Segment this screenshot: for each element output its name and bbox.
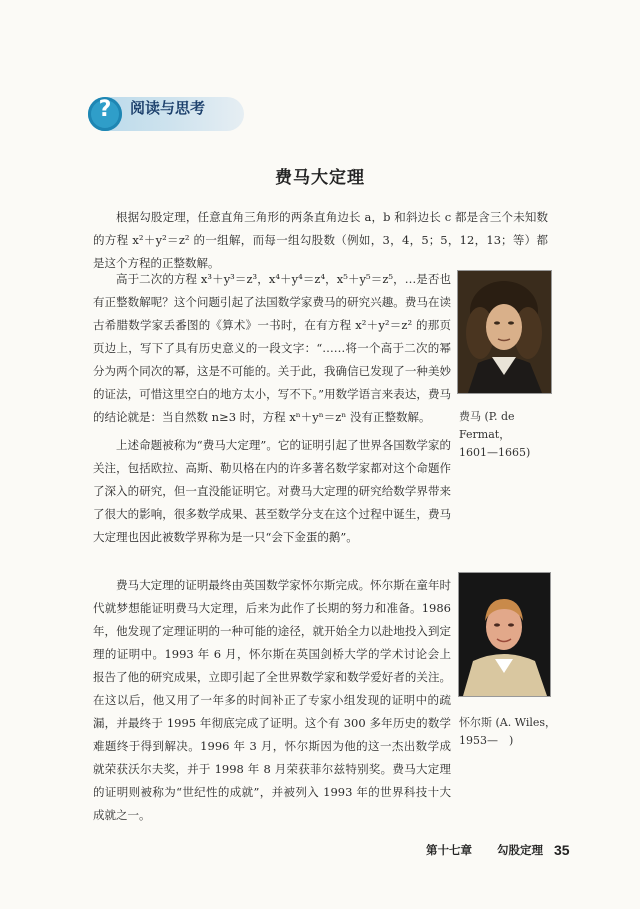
paragraph-2: 高于二次的方程 x³＋y³＝z³，x⁴＋y⁴＝z⁴，x⁵＋y⁵＝z⁵，…是否也有正整数解呢？这个问题引起了法国数学家费马的研究兴趣。费马在读古希腊数学家丢番图的《算术》一书时，在有方程 x²＋y²＝z² 的那页页边上，写下了具有历史意义的一段文字：“……将一个高于二次的幂分为两个同次的幂，这是不可能的。关于此，我确信已发现了一种美妙的证法，可惜这里空白的地方太小，写不下。”用数学语言来表达，费马的结论就是：当自然数 n≥3 时，方程 xⁿ＋yⁿ＝zⁿ 没有正整数解。 — [93, 272, 451, 424]
fermat-caption — [459, 408, 569, 462]
question-book-icon: ? — [88, 97, 122, 131]
page-title: 费马大定理 — [275, 168, 365, 188]
paragraph-3: 上述命题被称为“费马大定理”。它的证明引起了世界各国数学家的关注，包括欧拉、高斯、勒贝格在内的许多著名数学家都对这个命题作了深入的研究，但一直没能证明它。对费马大定理的研究给数学界带来了很大的影响，很多数学成果、甚至数学分支在这个过程中诞生，费马大定理也因此被数学界称为是一只“会下金蛋的鹅”。 — [93, 438, 451, 544]
fermat-portrait — [457, 270, 552, 394]
fermat-caption-name: 费马 (P. de Fermat， — [459, 410, 515, 441]
paragraph-1: 根据勾股定理，任意直角三角形的两条直角边长 a，b 和斜边长 c 都是含三个未知数的方程 x²＋y²＝z² 的一组解，而每一组勾股数（例如，3，4，5；5，12，13；等）都是这个方程的正整数解。 — [93, 210, 548, 270]
wiles-caption — [459, 714, 569, 750]
wiles-caption-name: 怀尔斯 (A. Wiles， — [459, 716, 557, 729]
page-number: 35 — [554, 842, 570, 858]
banner-label: 阅读与思考 — [130, 99, 206, 117]
footer-chapter: 第十七章 — [426, 843, 472, 857]
section-banner — [88, 97, 244, 131]
footer-chapter-title: 勾股定理 — [497, 843, 543, 857]
paragraph-4: 费马大定理的证明最终由英国数学家怀尔斯完成。怀尔斯在童年时代就梦想能证明费马大定理，后来为此作了长期的努力和准备。1986 年，他发现了定理证明的一种可能的途径，就开始全力以赴地投入到定理的证明中。1993 年 6 月，怀尔斯在英国剑桥大学的学术讨论会上报告了他的研究成果，立即引起了全世界数学家和数学爱好者的关注。在这以后，他又用了一年多的时间补正了专家小组发现的证明中的疏漏，并最终于 1995 年彻底完成了证明。这个有 300 多年历史的数学难题终于得到解决。1996 年 3 月，怀尔斯因为他的这一杰出数学成就荣获沃尔夫奖，并于 1998 年 8 月荣获菲尔兹特别奖。费马大定理的证明则被称为“世纪性的成就”，并被列入 1993 年的世界科技十大成就之一。 — [93, 578, 451, 822]
fermat-caption-years: 1601—1665) — [459, 446, 531, 459]
wiles-portrait-art — [459, 573, 550, 696]
fermat-portrait-art — [458, 271, 551, 393]
wiles-portrait — [458, 572, 551, 697]
wiles-caption-years: 1953— ) — [459, 734, 514, 747]
